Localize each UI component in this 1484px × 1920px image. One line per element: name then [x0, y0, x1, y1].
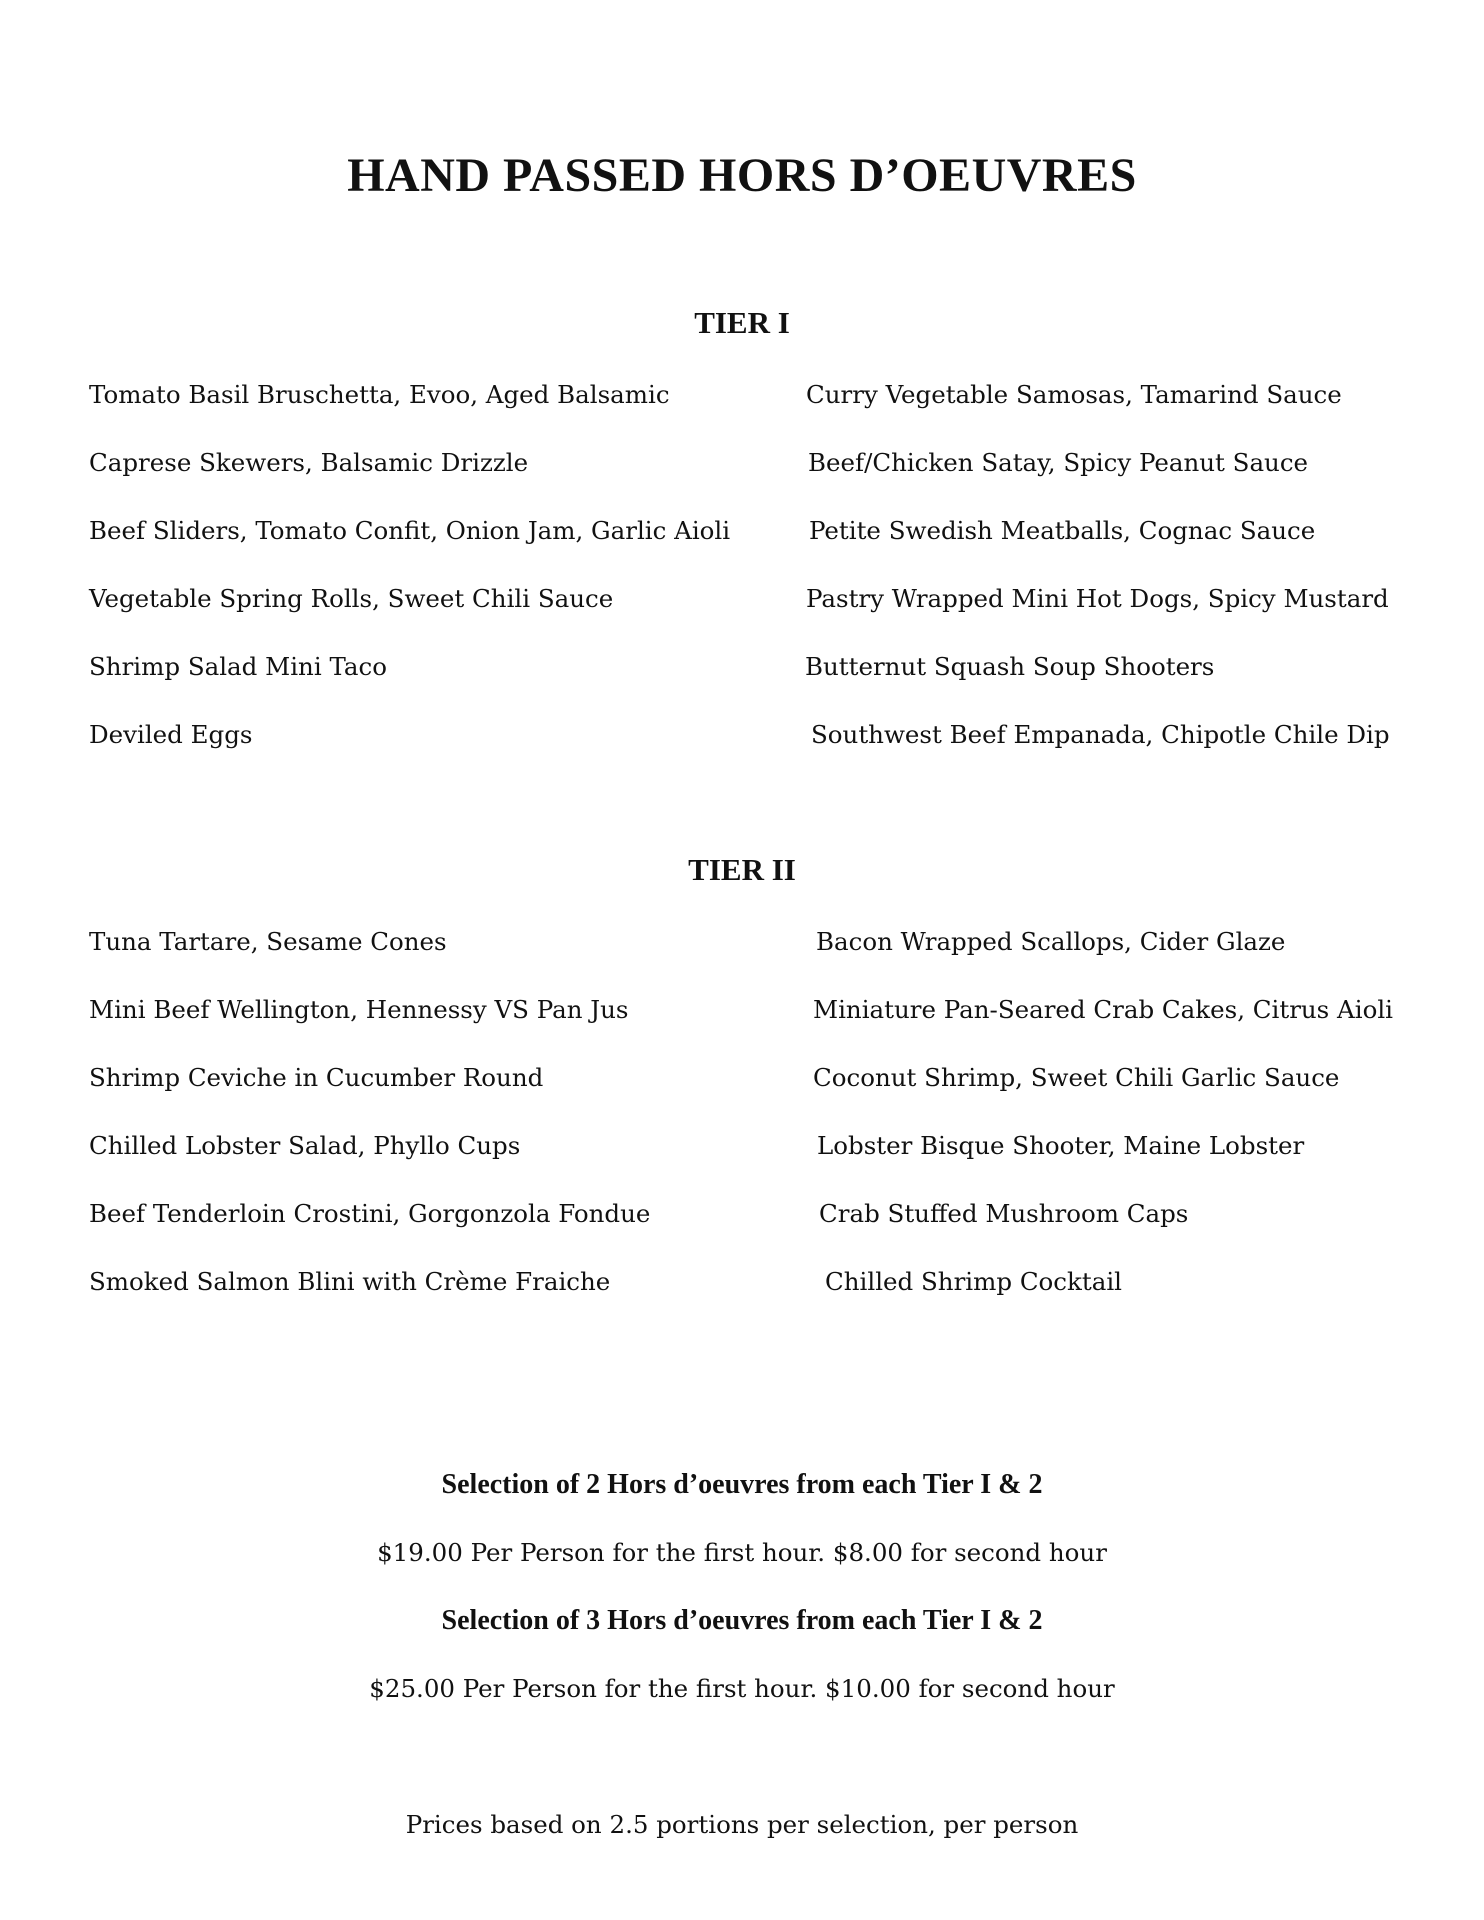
page-title: HAND PASSED HORS D’OEUVRES: [347, 149, 1137, 202]
menu-item: Shrimp Ceviche in Cucumber Round: [89, 1063, 544, 1092]
pricing-option-2-heading: Selection of 3 Hors d’oeuvres from each Tier I & 2: [441, 1605, 1043, 1636]
menu-item: Vegetable Spring Rolls, Sweet Chili Sauce: [89, 584, 614, 613]
menu-item: Shrimp Salad Mini Taco: [89, 652, 387, 681]
menu-item: Southwest Beef Empanada, Chipotle Chile Dip: [811, 720, 1390, 749]
menu-item: Deviled Eggs: [89, 720, 253, 749]
menu-item: Tuna Tartare, Sesame Cones: [89, 927, 447, 956]
menu-item: Beef Sliders, Tomato Confit, Onion Jam, Garlic Aioli: [89, 516, 731, 545]
menu-item: Petite Swedish Meatballs, Cognac Sauce: [809, 516, 1316, 545]
pricing-note: Prices based on 2.5 portions per selection, per person: [405, 1810, 1079, 1839]
menu-item: Miniature Pan-Seared Crab Cakes, Citrus Aioli: [813, 995, 1393, 1024]
menu-item: Beef/Chicken Satay, Spicy Peanut Sauce: [808, 448, 1309, 477]
menu-item: Chilled Lobster Salad, Phyllo Cups: [89, 1131, 521, 1160]
tier-2-heading: TIER II: [688, 852, 796, 887]
menu-item: Pastry Wrapped Mini Hot Dogs, Spicy Mustard: [806, 584, 1389, 613]
pricing-option-2-price: $25.00 Per Person for the first hour. $10.00 for second hour: [369, 1674, 1115, 1703]
menu-item: Mini Beef Wellington, Hennessy VS Pan Jus: [89, 995, 629, 1024]
menu-item: Lobster Bisque Shooter, Maine Lobster: [817, 1131, 1305, 1160]
menu-item: Chilled Shrimp Cocktail: [825, 1267, 1123, 1296]
menu-item: Butternut Squash Soup Shooters: [805, 652, 1215, 681]
menu-item: Crab Stuffed Mushroom Caps: [819, 1199, 1189, 1228]
menu-item: Coconut Shrimp, Sweet Chili Garlic Sauce: [813, 1063, 1340, 1092]
pricing-option-1-price: $19.00 Per Person for the first hour. $8.00 for second hour: [377, 1538, 1107, 1567]
menu-item: Curry Vegetable Samosas, Tamarind Sauce: [806, 380, 1342, 409]
menu-item: Tomato Basil Bruschetta, Evoo, Aged Balsamic: [89, 380, 670, 409]
menu-item: Smoked Salmon Blini with Crème Fraiche: [89, 1267, 611, 1296]
pricing-option-1-heading: Selection of 2 Hors d’oeuvres from each Tier I & 2: [441, 1469, 1043, 1500]
menu-item: Bacon Wrapped Scallops, Cider Glaze: [816, 927, 1286, 956]
menu-item: Beef Tenderloin Crostini, Gorgonzola Fondue: [89, 1199, 651, 1228]
menu-item: Caprese Skewers, Balsamic Drizzle: [89, 448, 529, 477]
tier-1-heading: TIER I: [694, 305, 790, 340]
